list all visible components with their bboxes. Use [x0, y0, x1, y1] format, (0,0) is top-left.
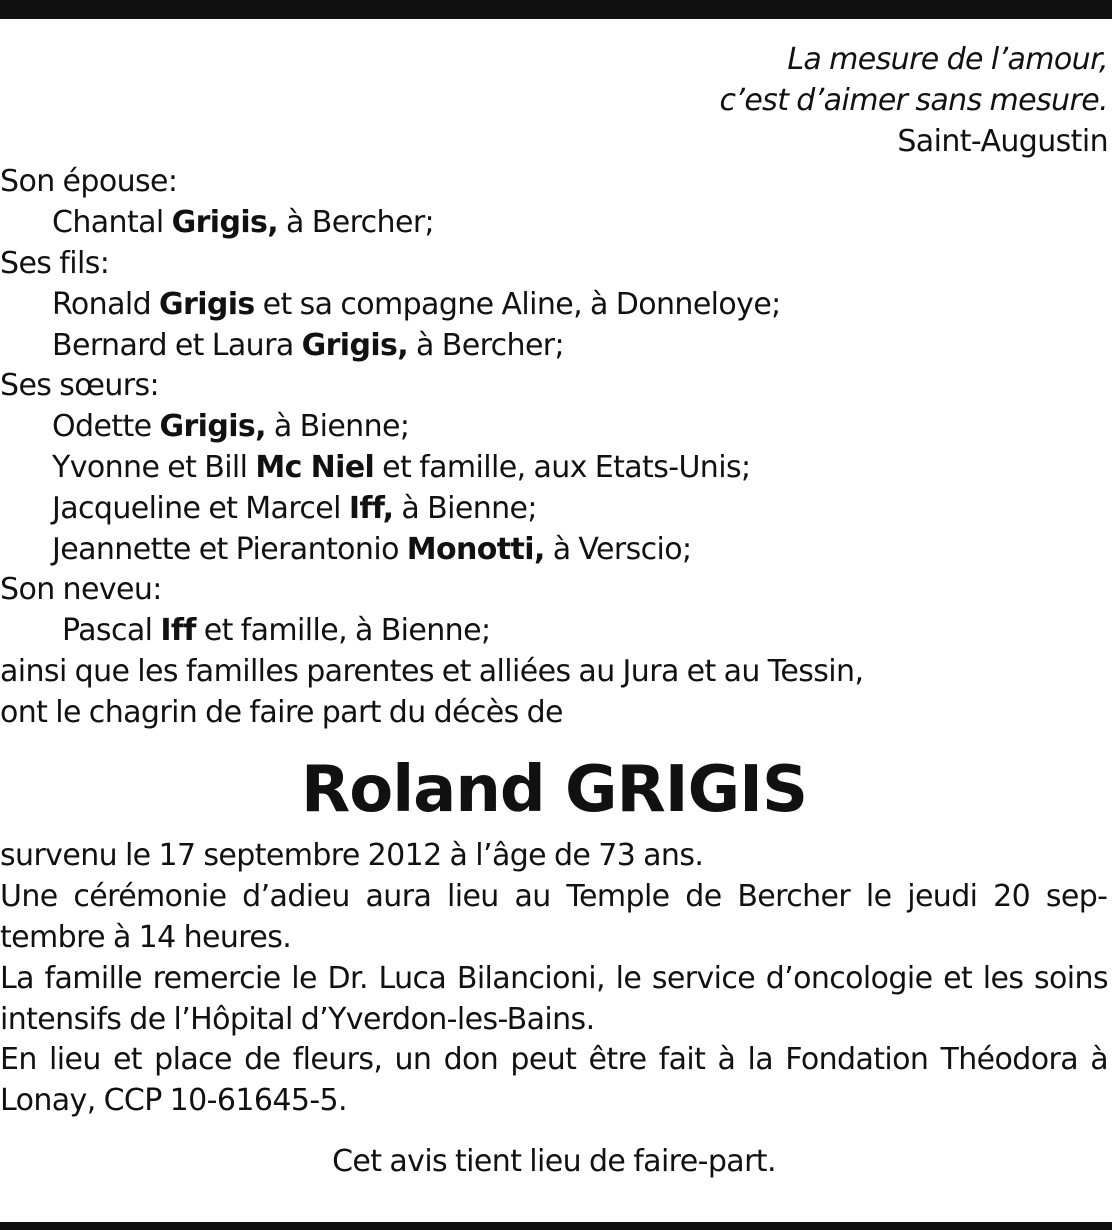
surname: Monotti,	[406, 531, 545, 567]
deceased-name: Roland GRIGIS	[300, 752, 808, 827]
top-rule	[0, 0, 1112, 19]
surname: Grigis,	[159, 409, 266, 445]
surname: Grigis,	[301, 327, 409, 363]
obituary-notice	[0, 40, 1108, 1183]
thanks-paragraph: La famille remercie le Dr. Luca Bilancioni, le service d’oncologie et les soins intensifs de l’Hôpital d’Yverdon-les-Bains.	[0, 960, 1108, 1037]
bottom-rule	[0, 1222, 1112, 1230]
son-entry: Ronald Grigis et sa compagne Aline, à Donneloye;	[52, 286, 781, 322]
sister-entry: Yvonne et Bill Mc Niel et famille, aux Etats-Unis;	[52, 449, 751, 485]
footer-note: Cet avis tient lieu de faire-part.	[332, 1143, 776, 1179]
sister-entry: Odette Grigis, à Bienne;	[52, 409, 410, 445]
death-date: survenu le 17 septembre 2012 à l’âge de 73 ans.	[0, 838, 704, 874]
epigraph-line-2: c’est d’aimer sans mesure.	[719, 82, 1108, 118]
surname: Grigis,	[171, 205, 279, 241]
surname: Grigis	[158, 286, 255, 322]
son-entry: Bernard et Laura Grigis, à Bercher;	[52, 327, 565, 363]
nephew-entry: Pascal Iff et famille, à Bienne;	[62, 613, 491, 649]
closing-line-2: ont le chagrin de faire part du décès de	[0, 694, 563, 730]
surname: Iff	[160, 613, 196, 649]
sons-label: Ses fils:	[0, 245, 110, 281]
sister-entry: Jeannette et Pierantonio Monotti, à Verscio;	[52, 531, 692, 567]
epigraph	[0, 40, 1108, 122]
spouse-label: Son épouse:	[0, 164, 178, 200]
epigraph-author: Saint-Augustin	[897, 123, 1108, 159]
epigraph-line-1: La mesure de l’amour,	[787, 42, 1108, 77]
donation-paragraph: En lieu et place de fleurs, un don peut être fait à la Fondation Théodora à Lonay, CCP 10-61645-5.	[0, 1042, 1108, 1119]
surname: Mc Niel	[255, 449, 375, 485]
sisters-label: Ses sœurs:	[0, 368, 160, 404]
surname: Iff,	[348, 490, 394, 526]
spouse-entry: Chantal Grigis, à Bercher;	[52, 205, 435, 241]
sister-entry: Jacqueline et Marcel Iff, à Bienne;	[52, 490, 537, 526]
ceremony-info: Une cérémonie d’adieu aura lieu au Temple de Bercher le jeudi 20 septembre à 14 heures.	[0, 879, 1108, 955]
closing-line-1: ainsi que les familles parentes et alliées au Jura et au Tessin,	[0, 653, 864, 689]
nephew-label: Son neveu:	[0, 572, 162, 608]
